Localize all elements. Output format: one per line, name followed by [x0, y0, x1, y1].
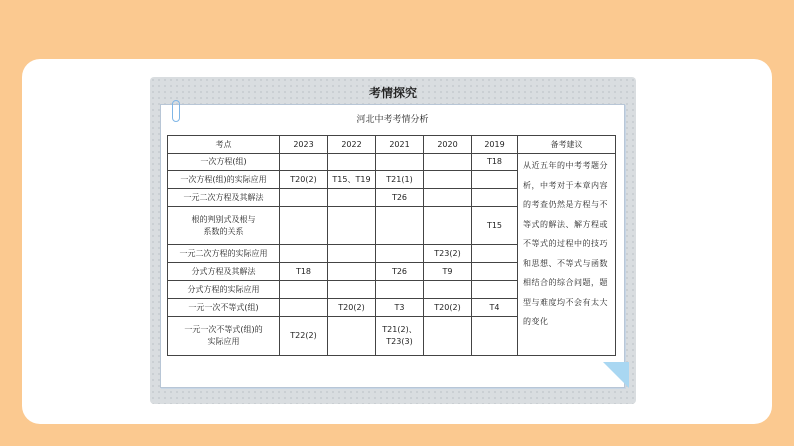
header-2023: 2023	[280, 136, 328, 154]
header-recommendation: 备考建议	[518, 136, 616, 154]
cell-2022	[328, 281, 376, 299]
cell-2023	[280, 189, 328, 207]
cell-2021	[376, 207, 424, 245]
header-topic: 考点	[168, 136, 280, 154]
cell-2020	[424, 317, 472, 356]
cell-2023	[280, 299, 328, 317]
cell-2023	[280, 154, 328, 171]
cell-2021: T26	[376, 263, 424, 281]
cell-2021	[376, 154, 424, 171]
table-caption: 河北中考考情分析	[356, 115, 429, 125]
cell-2019	[472, 171, 518, 189]
cell-2022: T20(2)	[328, 299, 376, 317]
table-row	[168, 154, 616, 171]
topic-cell: 一次方程(组)的实际应用	[168, 171, 280, 189]
cell-2020	[424, 171, 472, 189]
header-2019: 2019	[472, 136, 518, 154]
header-2020: 2020	[424, 136, 472, 154]
header-2021: 2021	[376, 136, 424, 154]
cell-2023: T20(2)	[280, 171, 328, 189]
cell-2021	[376, 245, 424, 263]
cell-2020	[424, 281, 472, 299]
cell-2022	[328, 207, 376, 245]
recommendation-cell: 从近五年的中考考题分析，中考对于本章内容的考查仍然是方程与不等式的解法、解方程或不等式的过程中的技巧和思想、不等式与函数相结合的综合问题，题型与难度均不会有太大的变化	[518, 154, 616, 356]
cell-2023: T22(2)	[280, 317, 328, 356]
cell-line-2: T23(3)	[386, 337, 413, 346]
cell-2020: T23(2)	[424, 245, 472, 263]
header-2022: 2022	[328, 136, 376, 154]
cell-2020	[424, 154, 472, 171]
topic-cell: 分式方程及其解法	[168, 263, 280, 281]
cell-line-1: T21(2)、	[382, 325, 417, 334]
topic-line-1: 一元一次不等式(组)的	[184, 325, 263, 334]
page-curl-icon	[603, 362, 629, 388]
cell-2021: T26	[376, 189, 424, 207]
cell-2019	[472, 245, 518, 263]
topic-cell: 一元二次方程的实际应用	[168, 245, 280, 263]
cell-2022: T15、T19	[328, 171, 376, 189]
cell-2019: T4	[472, 299, 518, 317]
cell-2019: T15	[472, 207, 518, 245]
topic-cell	[168, 317, 280, 356]
cell-2019	[472, 263, 518, 281]
cell-2021	[376, 317, 424, 356]
cell-2021: T21(1)	[376, 171, 424, 189]
cell-2022	[328, 154, 376, 171]
exam-analysis-table	[167, 135, 616, 356]
cell-2023: T18	[280, 263, 328, 281]
topic-line-2: 实际应用	[207, 337, 240, 346]
cell-2021	[376, 281, 424, 299]
topic-cell: 一元二次方程及其解法	[168, 189, 280, 207]
cell-2022	[328, 263, 376, 281]
cell-2020	[424, 207, 472, 245]
cell-2022	[328, 245, 376, 263]
cell-2022	[328, 317, 376, 356]
cell-2019	[472, 189, 518, 207]
topic-cell: 分式方程的实际应用	[168, 281, 280, 299]
cell-2021: T3	[376, 299, 424, 317]
cell-2023	[280, 245, 328, 263]
cell-2023	[280, 281, 328, 299]
cell-2020: T9	[424, 263, 472, 281]
cell-2023	[280, 207, 328, 245]
cell-2019	[472, 281, 518, 299]
card-title: 考情探究	[368, 86, 417, 100]
cell-2019	[472, 317, 518, 356]
cell-2020: T20(2)	[424, 299, 472, 317]
topic-cell: 一次方程(组)	[168, 154, 280, 171]
cell-2020	[424, 189, 472, 207]
topic-line-1: 根的判别式及根与	[191, 214, 256, 224]
topic-cell: 一元一次不等式(组)	[168, 299, 280, 317]
topic-line-2: 系数的关系	[203, 226, 244, 236]
cell-2022	[328, 189, 376, 207]
cell-2019: T18	[472, 154, 518, 171]
topic-cell	[168, 207, 280, 245]
table-header-row	[168, 136, 616, 154]
